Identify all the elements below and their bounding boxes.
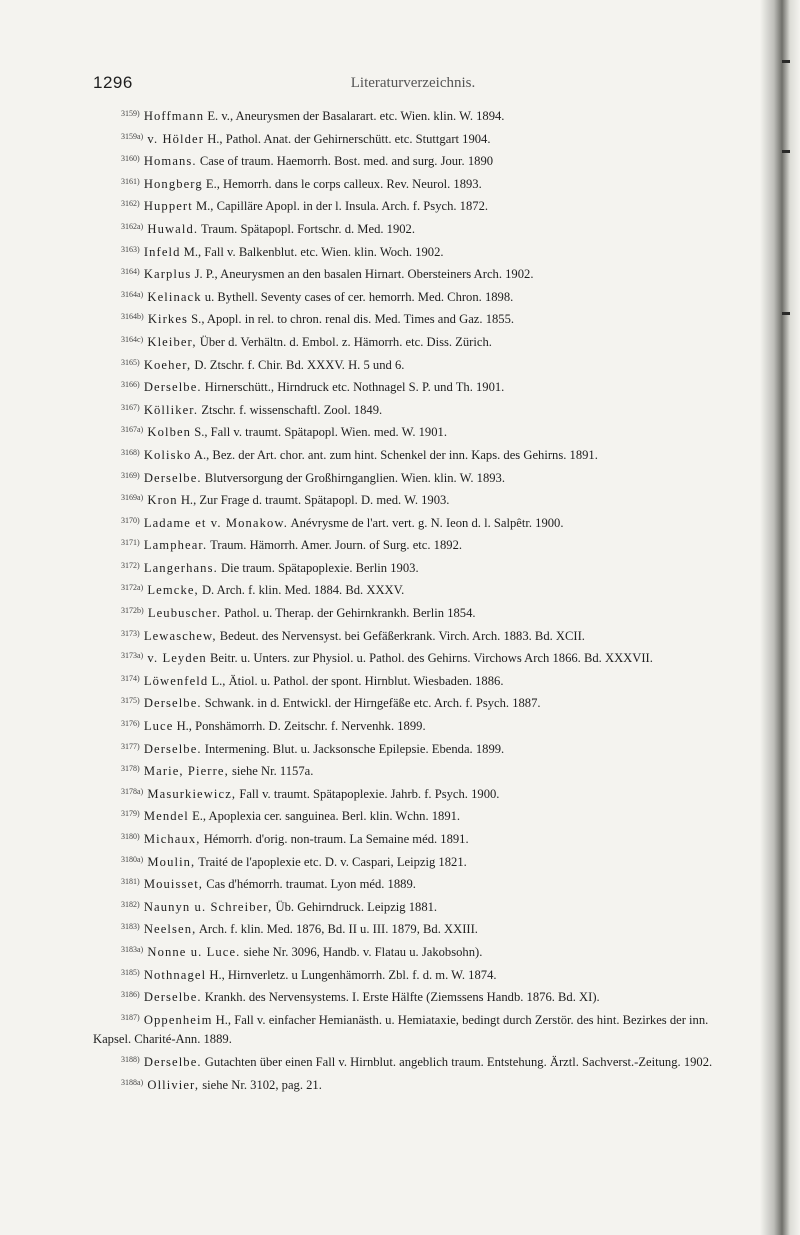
entry-reference-number: 3183a) bbox=[121, 944, 144, 954]
entry-author: Luce bbox=[143, 719, 174, 734]
bibliography-entry bbox=[93, 420, 738, 443]
entry-citation: S., Fall v. traumt. Spätapopl. Wien. med. W. 1901. bbox=[194, 425, 447, 440]
entry-reference-number: 3169) bbox=[121, 470, 140, 480]
bibliography-entry bbox=[93, 827, 738, 850]
entry-reference-number: 3178) bbox=[121, 764, 140, 774]
entry-citation: H., Zur Frage d. traumt. Spätapopl. D. med. W. 1903. bbox=[180, 493, 450, 508]
entry-citation: S., Apopl. in rel. to chron. renal dis. Med. Times and Gaz. 1855. bbox=[191, 312, 515, 327]
entry-reference-number: 3163) bbox=[121, 244, 140, 254]
bibliography-entry bbox=[93, 149, 738, 172]
entry-author: Kolben bbox=[147, 425, 192, 440]
bibliography-entry bbox=[93, 578, 738, 601]
bibliography-entry bbox=[93, 375, 738, 398]
entry-author: Kron bbox=[147, 493, 178, 508]
entry-reference-number: 3165) bbox=[121, 357, 140, 367]
entry-author: Hongberg bbox=[143, 176, 203, 191]
bibliography-entry bbox=[93, 353, 738, 376]
bibliography-entry bbox=[93, 488, 738, 511]
entry-reference-number: 3161) bbox=[121, 176, 140, 186]
entry-reference-number: 3183) bbox=[121, 922, 140, 932]
entry-reference-number: 3175) bbox=[121, 696, 140, 706]
entry-citation: H., Fall v. einfacher Hemianästh. u. Hemiataxie, bedingt durch Zerstör. des hint. Bezirkes der inn. Kapsel. Charité-Ann. 1889. bbox=[93, 1012, 709, 1047]
bibliography-entry bbox=[93, 172, 738, 195]
entry-reference-number: 3172) bbox=[121, 560, 140, 570]
entry-reference-number: 3170) bbox=[121, 515, 140, 525]
entry-citation: Hirnerschütt., Hirndruck etc. Nothnagel S. P. und Th. 1901. bbox=[204, 380, 505, 395]
entry-citation: Pathol. u. Therap. der Gehirnkrankh. Berlin 1854. bbox=[224, 606, 476, 621]
bibliography-entry bbox=[93, 804, 738, 827]
bibliography-entry bbox=[93, 1050, 738, 1073]
entry-author: Lamphear. bbox=[143, 538, 208, 553]
entry-author: Kleiber, bbox=[147, 334, 197, 349]
bibliography-entry bbox=[93, 850, 738, 873]
entry-reference-number: 3159a) bbox=[121, 131, 144, 141]
entry-citation: Blutversorgung der Großhirnganglien. Wien. klin. W. 1893. bbox=[204, 470, 505, 485]
entry-author: Masurkiewicz, bbox=[147, 786, 237, 801]
entry-author: Derselbe. bbox=[143, 470, 202, 485]
bibliography-entry bbox=[93, 646, 738, 669]
entry-reference-number: 3167) bbox=[121, 402, 140, 412]
entry-reference-number: 3172b) bbox=[121, 606, 144, 616]
entry-citation: Schwank. in d. Entwickl. der Hirngefäße etc. Arch. f. Psych. 1887. bbox=[204, 696, 541, 711]
entry-citation: Arch. f. klin. Med. 1876, Bd. II u. III. 1879, Bd. XXIII. bbox=[198, 922, 478, 937]
bibliography-entry bbox=[93, 285, 738, 308]
entry-citation: Gutachten über einen Fall v. Hirnblut. angeblich traum. Entstehung. Ärztl. Sachverst.-Zeitung. 1902. bbox=[204, 1054, 713, 1069]
entry-author: Marie, Pierre, bbox=[143, 764, 229, 779]
entry-reference-number: 3182) bbox=[121, 899, 140, 909]
entry-author: Huwald. bbox=[147, 221, 199, 236]
entry-reference-number: 3173a) bbox=[121, 651, 144, 661]
entry-citation: siehe Nr. 3102, pag. 21. bbox=[202, 1077, 322, 1092]
bibliography-entry bbox=[93, 466, 738, 489]
bibliography-entry bbox=[93, 669, 738, 692]
entry-reference-number: 3162a) bbox=[121, 221, 144, 231]
entry-author: Derselbe. bbox=[143, 741, 202, 756]
entry-author: Homans. bbox=[143, 154, 197, 169]
entry-reference-number: 3176) bbox=[121, 719, 140, 729]
entry-author: v. Hölder bbox=[147, 131, 205, 146]
entry-author: Langerhans. bbox=[143, 560, 218, 575]
entry-author: Kelinack bbox=[147, 289, 202, 304]
entry-citation: D. Ztschr. f. Chir. Bd. XXXV. H. 5 und 6. bbox=[194, 357, 405, 372]
entry-reference-number: 3185) bbox=[121, 967, 140, 977]
bibliography-entry bbox=[93, 624, 738, 647]
entry-reference-number: 3167a) bbox=[121, 425, 144, 435]
page-number: 1296 bbox=[93, 73, 133, 92]
entry-citation: E., Hemorrh. dans le corps calleux. Rev. Neurol. 1893. bbox=[205, 176, 482, 191]
entry-citation: Anévrysme de l'art. vert. g. N. Ieon d. l. Salpêtr. 1900. bbox=[290, 515, 564, 530]
entry-citation: L., Ätiol. u. Pathol. der spont. Hirnblut. Wiesbaden. 1886. bbox=[211, 673, 504, 688]
entry-reference-number: 3168) bbox=[121, 447, 140, 457]
entry-citation: Die traum. Spätapoplexie. Berlin 1903. bbox=[220, 560, 419, 575]
entry-author: v. Leyden bbox=[147, 651, 207, 666]
entry-reference-number: 3187) bbox=[121, 1012, 140, 1022]
bibliography-entry bbox=[93, 330, 738, 353]
entry-author: Naunyn u. Schreiber, bbox=[143, 899, 273, 914]
entry-reference-number: 3164a) bbox=[121, 289, 144, 299]
entry-reference-number: 3188) bbox=[121, 1054, 140, 1064]
running-title: Literaturverzeichnis. bbox=[350, 75, 476, 91]
bibliography-entry bbox=[93, 895, 738, 918]
bibliography-list bbox=[93, 104, 738, 1095]
bibliography-entry bbox=[93, 782, 738, 805]
entry-author: Hoffmann bbox=[143, 109, 205, 123]
entry-citation: J. P., Aneurysmen an den basalen Hirnart. Obersteiners Arch. 1902. bbox=[194, 267, 534, 282]
entry-citation: Case of traum. Haemorrh. Bost. med. and surg. Jour. 1890 bbox=[199, 154, 494, 169]
page-edge-shadow bbox=[760, 0, 800, 1235]
entry-citation: H., Pathol. Anat. der Gehirnerschütt. etc. Stuttgart 1904. bbox=[207, 131, 491, 146]
entry-citation: M., Capilläre Apopl. in der l. Insula. Arch. f. Psych. 1872. bbox=[195, 199, 489, 214]
entry-citation: Cas d'hémorrh. traumat. Lyon méd. 1889. bbox=[206, 877, 416, 892]
entry-reference-number: 3169a) bbox=[121, 493, 144, 503]
bibliography-entry bbox=[93, 217, 738, 240]
bibliography-entry bbox=[93, 714, 738, 737]
entry-reference-number: 3164b) bbox=[121, 312, 144, 322]
entry-author: Kirkes bbox=[147, 312, 189, 327]
entry-author: Huppert bbox=[143, 199, 193, 214]
entry-citation: Ztschr. f. wissenschaftl. Zool. 1849. bbox=[201, 402, 383, 417]
entry-author: Oppenheim bbox=[143, 1012, 213, 1027]
entry-citation: Bedeut. des Nervensyst. bei Gefäßerkrank. Virch. Arch. 1883. Bd. XCII. bbox=[219, 628, 585, 643]
entry-author: Kolisko bbox=[143, 447, 192, 462]
entry-author: Infeld bbox=[143, 244, 181, 259]
entry-reference-number: 3160) bbox=[121, 154, 140, 164]
bibliography-entry bbox=[93, 533, 738, 556]
bibliography-entry bbox=[93, 691, 738, 714]
entry-citation: Über d. Verhältn. d. Embol. z. Hämorrh. etc. Diss. Zürich. bbox=[199, 334, 492, 349]
entry-reference-number: 3172a) bbox=[121, 583, 144, 593]
page-header bbox=[93, 73, 733, 95]
entry-citation: H., Ponshämorrh. D. Zeitschr. f. Nervenhk. 1899. bbox=[176, 719, 426, 734]
entry-author: Kölliker. bbox=[143, 402, 199, 417]
entry-reference-number: 3162) bbox=[121, 199, 140, 209]
bibliography-entry bbox=[93, 1008, 738, 1050]
entry-author: Löwenfeld bbox=[143, 673, 209, 688]
bibliography-entry bbox=[93, 963, 738, 986]
entry-author: Michaux, bbox=[143, 832, 201, 846]
entry-author: Moulin, bbox=[147, 854, 196, 869]
entry-citation: siehe Nr. 1157a. bbox=[231, 764, 314, 779]
entry-reference-number: 3177) bbox=[121, 741, 140, 751]
entry-citation: Beitr. u. Unters. zur Physiol. u. Pathol. des Gehirns. Virchows Arch 1866. Bd. XXXVII. bbox=[209, 651, 653, 666]
bibliography-entry bbox=[93, 917, 738, 940]
bibliography-entry bbox=[93, 127, 738, 150]
entry-citation: E., Apoplexia cer. sanguinea. Berl. klin. Wchn. 1891. bbox=[192, 809, 461, 824]
entry-author: Derselbe. bbox=[143, 1054, 202, 1069]
bibliography-entry bbox=[93, 556, 738, 579]
entry-citation: E. v., Aneurysmen der Basalarart. etc. Wien. klin. W. 1894. bbox=[207, 109, 505, 123]
entry-author: Derselbe. bbox=[143, 380, 202, 395]
entry-reference-number: 3186) bbox=[121, 990, 140, 1000]
bibliography-entry bbox=[93, 398, 738, 421]
entry-citation: Traité de l'apoplexie etc. D. v. Caspari, Leipzig 1821. bbox=[198, 854, 467, 869]
entry-author: Koeher, bbox=[143, 357, 192, 372]
entry-citation: Krankh. des Nervensystems. I. Erste Hälfte (Ziemssens Handb. 1876. Bd. XI). bbox=[204, 990, 600, 1005]
bibliography-entry bbox=[93, 511, 738, 534]
bibliography-entry bbox=[93, 601, 738, 624]
entry-citation: A., Bez. der Art. chor. ant. zum hint. Schenkel der inn. Kaps. des Gehirns. 1891. bbox=[193, 447, 598, 462]
entry-reference-number: 3164) bbox=[121, 267, 140, 277]
bibliography-entry bbox=[93, 240, 738, 263]
entry-reference-number: 3171) bbox=[121, 538, 140, 548]
entry-reference-number: 3164c) bbox=[121, 334, 144, 344]
entry-reference-number: 3173) bbox=[121, 628, 140, 638]
entry-reference-number: 3166) bbox=[121, 380, 140, 390]
entry-citation: Fall v. traumt. Spätapoplexie. Jahrb. f. Psych. 1900. bbox=[239, 786, 500, 801]
bibliography-entry bbox=[93, 737, 738, 760]
bibliography-entry bbox=[93, 940, 738, 963]
entry-citation: Traum. Spätapopl. Fortschr. d. Med. 1902. bbox=[201, 221, 416, 236]
entry-author: Ladame et v. Monakow. bbox=[143, 515, 289, 530]
entry-author: Derselbe. bbox=[143, 990, 202, 1005]
bibliography-entry bbox=[93, 443, 738, 466]
entry-citation: H., Hirnverletz. u Lungenhämorrh. Zbl. f. d. m. W. 1874. bbox=[209, 967, 497, 982]
bibliography-entry bbox=[93, 194, 738, 217]
entry-reference-number: 3159) bbox=[121, 109, 140, 118]
entry-reference-number: 3188a) bbox=[121, 1077, 144, 1087]
edge-mark bbox=[782, 60, 790, 63]
entry-author: Mouisset, bbox=[143, 877, 204, 892]
entry-citation: D. Arch. f. klin. Med. 1884. Bd. XXXV. bbox=[201, 583, 405, 598]
bibliography-entry bbox=[93, 872, 738, 895]
entry-author: Lemcke, bbox=[147, 583, 199, 598]
entry-reference-number: 3180a) bbox=[121, 854, 144, 864]
bibliography-entry bbox=[93, 1073, 738, 1096]
entry-citation: Üb. Gehirndruck. Leipzig 1881. bbox=[275, 899, 438, 914]
entry-reference-number: 3174) bbox=[121, 673, 140, 683]
entry-author: Karplus bbox=[143, 267, 192, 282]
entry-reference-number: 3181) bbox=[121, 877, 140, 887]
entry-reference-number: 3179) bbox=[121, 809, 140, 819]
entry-citation: siehe Nr. 3096, Handb. v. Flatau u. Jakobsohn). bbox=[243, 944, 483, 959]
entry-citation: Traum. Hämorrh. Amer. Journ. of Surg. etc. 1892. bbox=[210, 538, 463, 553]
entry-author: Ollivier, bbox=[147, 1077, 200, 1092]
entry-citation: M., Fall v. Balkenblut. etc. Wien. klin. Woch. 1902. bbox=[183, 244, 444, 259]
bibliography-entry bbox=[93, 759, 738, 782]
entry-citation: Intermening. Blut. u. Jacksonsche Epilepsie. Ebenda. 1899. bbox=[204, 741, 505, 756]
bibliography-entry bbox=[93, 104, 738, 127]
bibliography-entry bbox=[93, 307, 738, 330]
entry-author: Leubuscher. bbox=[147, 606, 222, 621]
entry-author: Lewaschew, bbox=[143, 628, 217, 643]
entry-citation: u. Bythell. Seventy cases of cer. hemorrh. Med. Chron. 1898. bbox=[204, 289, 514, 304]
entry-author: Neelsen, bbox=[143, 922, 197, 937]
entry-author: Mendel bbox=[143, 809, 189, 824]
edge-mark bbox=[782, 312, 790, 315]
entry-reference-number: 3178a) bbox=[121, 786, 144, 796]
edge-mark bbox=[782, 150, 790, 153]
entry-reference-number: 3180) bbox=[121, 832, 140, 841]
entry-author: Nonne u. Luce. bbox=[147, 944, 241, 959]
entry-author: Nothnagel bbox=[143, 967, 207, 982]
entry-citation: Hémorrh. d'orig. non-traum. La Semaine méd. 1891. bbox=[203, 832, 469, 846]
entry-author: Derselbe. bbox=[143, 696, 202, 711]
bibliography-entry bbox=[93, 262, 738, 285]
bibliography-entry bbox=[93, 985, 738, 1008]
